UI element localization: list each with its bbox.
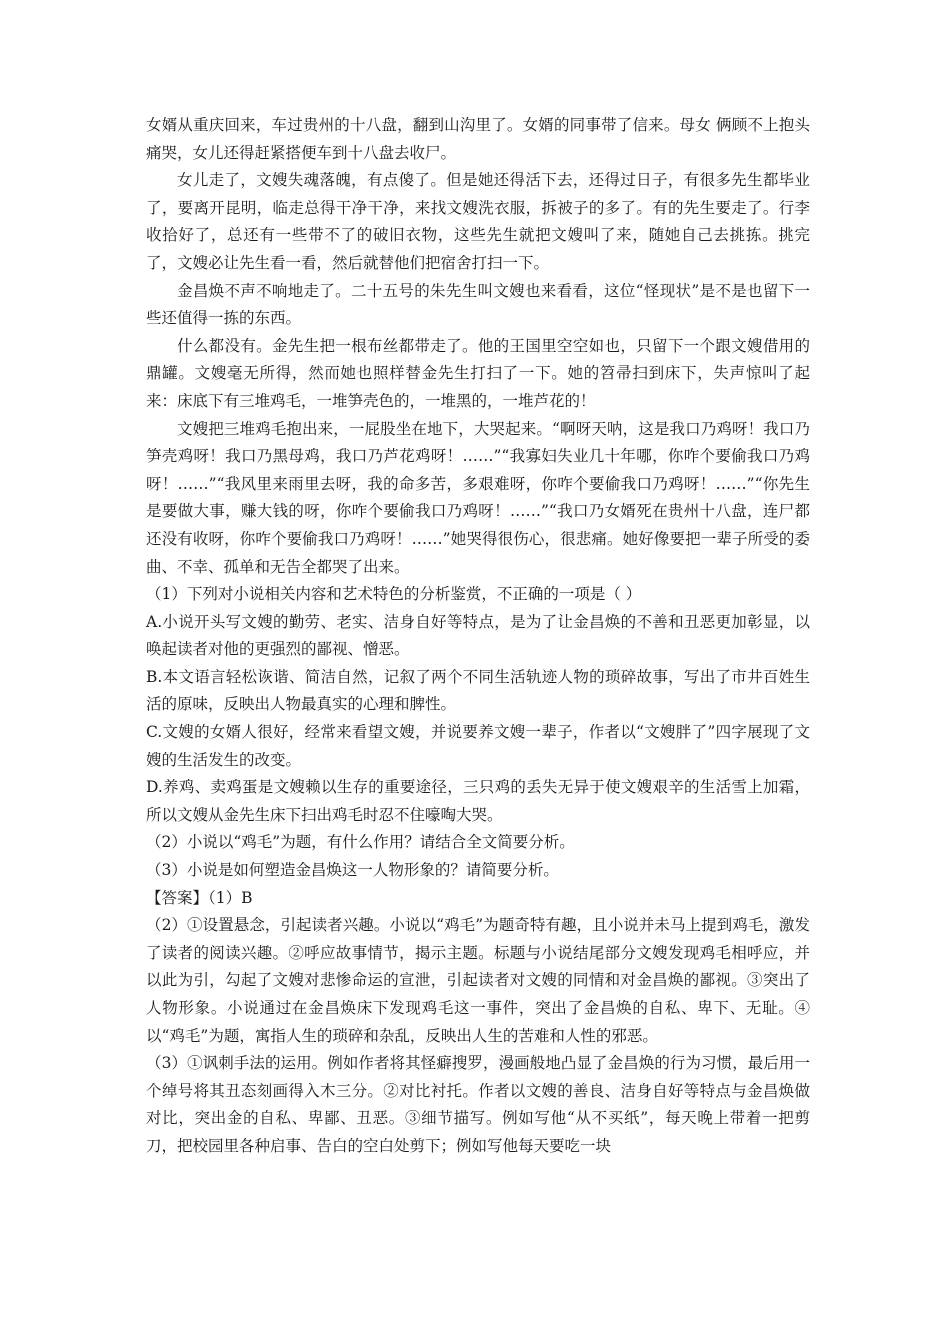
story-paragraph-5: 文嫂把三堆鸡毛抱出来，一屁股坐在地下，大哭起来。“啊呀天呐，这是我口乃鸡呀！我口乃笋壳鸡呀！我口乃黑母鸡，我口乃芦花鸡呀！……”“我寡妇失业几十年哪，你咋个要偷我口乃鸡呀！……”“我风里来雨里去呀，我的命多苦，多艰难呀，你咋个要偷我口乃鸡呀！……”“你先生是要做大事，赚大钱的呀，你咋个要偷我口乃鸡呀！……”“我口乃女婿死在贵州十八盘，连尸都还没有收呀，你咋个要偷我口乃鸡呀！……”她哭得很伤心，很悲痛。她好像要把一辈子所受的委曲、不幸、孤单和无告全都哭了出来。: [146, 419, 810, 576]
answer-label: 【答案】（1）B: [146, 888, 253, 907]
question-1: （1）下列对小说相关内容和艺术特色的分析鉴赏，不正确的一项是（ ）: [146, 585, 642, 604]
option-c: C.文嫂的女婿人很好，经常来看望文嫂，并说要养文嫂一辈子，作者以“文嫂胖了”四字展现了文嫂的生活发生的改变。: [146, 723, 810, 769]
question-2: （2）小说以“鸡毛”为题，有什么作用？请结合全文简要分析。: [146, 833, 575, 852]
option-b: B.本文语言轻松诙谐、简洁自然，记叙了两个不同生活轨迹人物的琐碎故事，写出了市井百姓生活的原味，反映出人物最真实的心理和脾性。: [146, 667, 810, 714]
answer-3: （3）①讽刺手法的运用。例如作者将其怪癖搜罗，漫画般地凸显了金昌焕的行为习惯，最后用一个绰号将其丑态刻画得入木三分。②对比衬托。作者以文嫂的善良、洁身自好等特点与金昌焕做对比，突出金的自私、卑鄙、丑恶。③细节描写。例如写他“从不买纸”，每天晚上带着一把剪刀，把校园里各种启事、告白的空白处剪下；例如写他每天要吃一块: [146, 1054, 810, 1155]
story-paragraph-3: 金昌焕不声不响地走了。二十五号的朱先生叫文嫂也来看看，这位“怪现状”是不是也留下一些还值得一拣的东西。: [146, 281, 810, 328]
document-page: [146, 112, 810, 1161]
answer-2: （2）①设置悬念，引起读者兴趣。小说以“鸡毛”为题奇特有趣，且小说并未马上提到鸡毛，激发了读者的阅读兴趣。②呼应故事情节，揭示主题。标题与小说结尾部分文嫂发现鸡毛相呼应，并以此为引，勾起了文嫂对悲惨命运的宣泄，引起读者对文嫂的同情和对金昌焕的鄙视。③突出了人物形象。小说通过在金昌焕床下发现鸡毛这一事件，突出了金昌焕的自私、卑下、无耻。④以“鸡毛”为题，寓指人生的琐碎和杂乱，反映出人生的苦难和人性的邪恶。: [146, 916, 810, 1045]
question-3: （3）小说是如何塑造金昌焕这一人物形象的？请简要分析。: [146, 861, 559, 880]
story-paragraph-2: 女儿走了，文嫂失魂落魄，有点傻了。但是她还得活下去，还得过日子，有很多先生都毕业了，要离开昆明，临走总得干净干净，来找文嫂洗衣服，拆被子的多了。有的先生要走了。行李收拾好了，总还有一些带不了的破旧衣物，这些先生就把文嫂叫了来，随她自己去挑拣。挑完了，文嫂必让先生看一看，然后就替他们把宿舍打扫一下。: [146, 171, 810, 272]
story-paragraph-4: 什么都没有。金先生把一根布丝都带走了。他的王国里空空如也，只留下一个跟文嫂借用的鼎罐。文嫂毫无所得，然而她也照样替金先生打扫了一下。她的笤帚扫到床下，失声惊叫了起来：床底下有三堆鸡毛，一堆笋壳色的，一堆黑的，一堆芦花的！: [146, 336, 810, 410]
story-paragraph-1: 女婿从重庆回来，车过贵州的十八盘，翻到山沟里了。女婿的同事带了信来。母女 俩顾不上抱头痛哭，女儿还得赶紧搭便车到十八盘去收尸。: [146, 116, 810, 162]
option-a: A.小说开头写文嫂的勤劳、老实、洁身自好等特点，是为了让金昌焕的不善和丑恶更加彰显，以唤起读者对他的更强烈的鄙视、憎恶。: [146, 612, 810, 659]
option-d: D.养鸡、卖鸡蛋是文嫂赖以生存的重要途径，三只鸡的丢失无异于使文嫂艰辛的生活雪上加霜，所以文嫂从金先生床下扫出鸡毛时忍不住嚎啕大哭。: [146, 778, 810, 824]
